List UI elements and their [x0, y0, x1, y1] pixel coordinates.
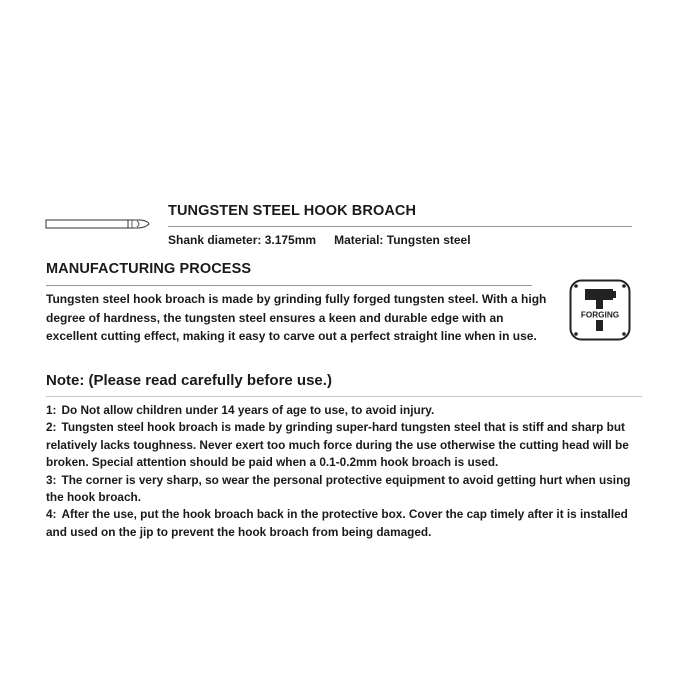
- forging-hammer-icon: [569, 279, 631, 341]
- note-number: 4:: [46, 507, 57, 522]
- note-item: [46, 506, 648, 541]
- note-heading: Note: (Please read carefully before use.): [46, 372, 332, 389]
- hook-broach-illustration: [45, 216, 151, 232]
- shank-diameter-spec: Shank diameter: 3.175mm: [168, 233, 317, 247]
- note-text: Do Not allow children under 14 years of age to use, to avoid injury.: [61, 403, 435, 417]
- note-text: After the use, put the hook broach back in the protective box. Cover the cap timely after it is installed and used on the jip to prevent the hook broach from being damaged.: [46, 507, 628, 539]
- product-title: TUNGSTEN STEEL HOOK BROACH: [168, 203, 417, 219]
- note-item: [46, 472, 648, 507]
- manufacturing-process-heading: MANUFACTURING PROCESS: [46, 261, 252, 277]
- product-specs: [168, 233, 471, 247]
- note-number: 1:: [46, 403, 57, 417]
- note-number: 3:: [46, 472, 57, 487]
- manufacturing-process-text: Tungsten steel hook broach is made by grinding fully forged tungsten steel. With a high degree of hardness, the tungsten steel ensures a keen and durable edge with an excellent cutting effect, making it easy to carve out a perfect straight line when in use.: [46, 292, 547, 343]
- notes-list: [46, 402, 648, 541]
- note-number: 2:: [46, 420, 57, 435]
- note-divider: [46, 396, 642, 397]
- material-spec: Material: Tungsten steel: [334, 233, 471, 247]
- forging-badge-label: FORGING: [580, 310, 620, 320]
- note-item: [46, 419, 648, 471]
- section-divider: [46, 285, 532, 286]
- note-text: Tungsten steel hook broach is made by grinding super-hard tungsten steel that is stiff and sharp but relatively lacks toughness. Never exert too much force during the use otherwise the cutting head will be broken. Special attention should be paid when a 0.1-0.2mm hook broach is used.: [46, 420, 629, 470]
- title-divider: [168, 226, 632, 227]
- note-text: The corner is very sharp, so wear the personal protective equipment to avoid getting hurt when using the hook broach.: [46, 472, 631, 505]
- note-item: [46, 402, 648, 419]
